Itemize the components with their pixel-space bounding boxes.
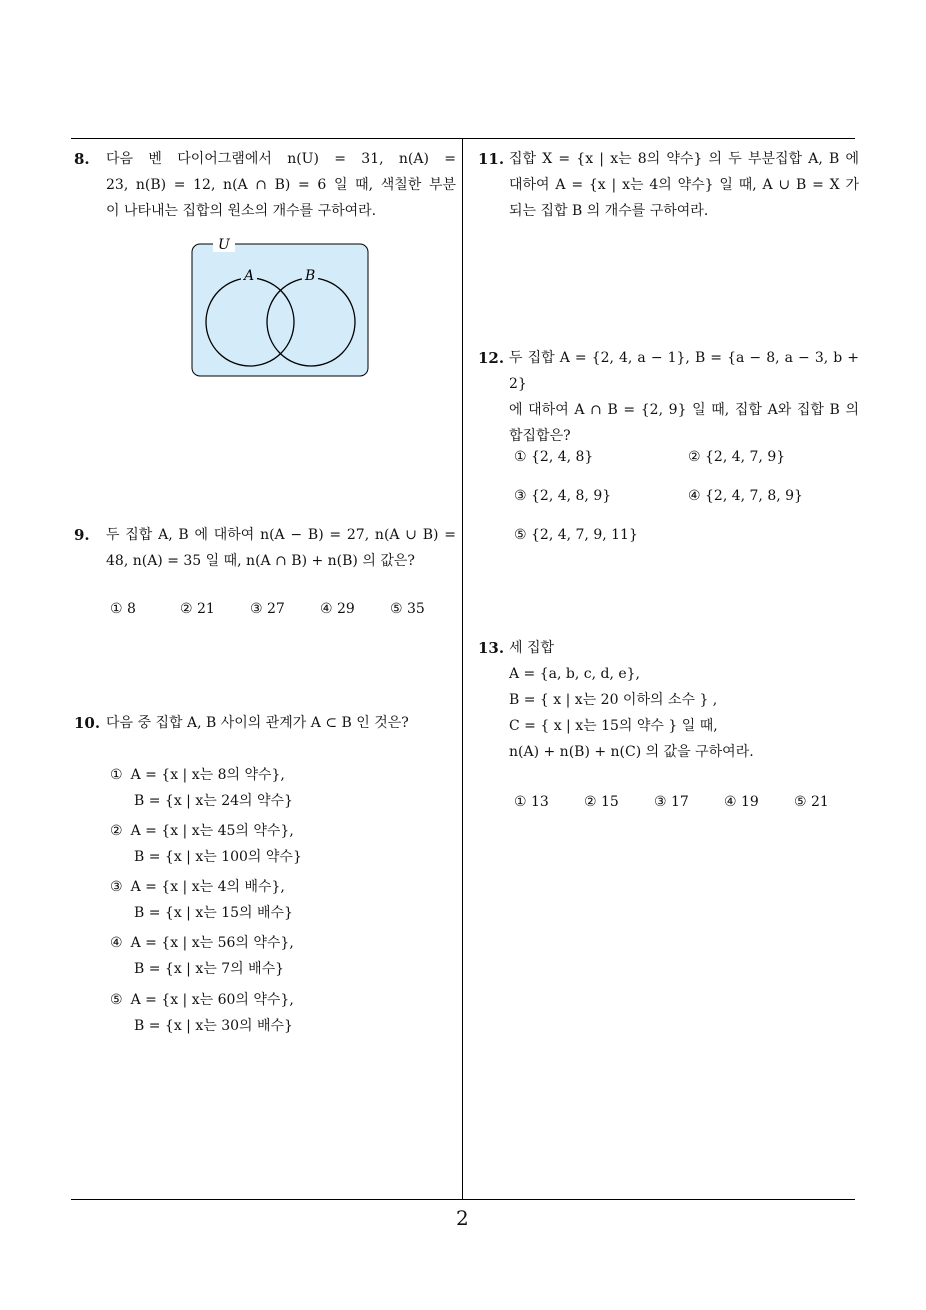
option-4-set-a: A = {x | x는 56의 약수},	[130, 935, 294, 951]
option-3-set-a: A = {x | x는 4의 배수},	[130, 879, 285, 895]
question-13-number: 13.	[478, 639, 505, 657]
question-10-option-2[interactable]	[110, 818, 302, 870]
question-13-option-1[interactable]: ① 13	[514, 794, 549, 810]
option-1-set-b: B = {x | x는 24의 약수}	[134, 793, 293, 809]
question-9-line-1: 두 집합 A, B 에 대하여 n(A − B) = 27, n(A ∪ B) =	[106, 527, 456, 543]
question-10-option-1[interactable]	[110, 762, 293, 814]
page-number: 2	[456, 1206, 469, 1230]
question-12-line-1: 두 집합 A = {2, 4, a − 1}, B = {a − 8, a − 3, b + 2}	[509, 350, 859, 392]
question-12-number: 12.	[478, 349, 505, 367]
question-10-number: 10.	[74, 714, 101, 732]
question-8-line-2: 23, n(B) = 12, n(A ∩ B) = 6 일 때, 색칠한 부분	[106, 177, 456, 193]
set-a-label: A	[244, 268, 255, 284]
question-13-option-2[interactable]: ② 15	[584, 794, 619, 810]
set-b-label: B	[305, 268, 316, 284]
question-11-line-1: 집합 X = {x | x는 8의 약수} 의 두 부분집합 A, B 에	[509, 151, 859, 167]
option-3-mark: ③	[110, 879, 123, 895]
question-8-number: 8.	[74, 150, 90, 168]
universe-label: U	[218, 237, 230, 253]
top-rule	[71, 138, 855, 139]
option-4-set-b: B = {x | x는 7의 배수}	[134, 961, 285, 977]
option-5-mark: ⑤	[110, 992, 123, 1008]
option-3-set-b: B = {x | x는 15의 배수}	[134, 905, 293, 921]
option-2-set-b: B = {x | x는 100의 약수}	[134, 849, 302, 865]
option-1-mark: ①	[110, 767, 123, 783]
question-10-option-4[interactable]	[110, 930, 294, 982]
question-13-option-3[interactable]: ③ 17	[654, 794, 689, 810]
option-1-set-a: A = {x | x는 8의 약수},	[130, 767, 285, 783]
question-13-option-5[interactable]: ⑤ 21	[794, 794, 829, 810]
question-12-option-3[interactable]: ③ {2, 4, 8, 9}	[514, 488, 612, 504]
question-9-option-5[interactable]: ⑤ 35	[390, 601, 425, 617]
question-10-option-3[interactable]	[110, 874, 293, 926]
question-13-line-3: B = { x | x는 20 이하의 소수 } ,	[509, 692, 718, 708]
question-10-text: 다음 중 집합 A, B 사이의 관계가 A ⊂ B 인 것은?	[106, 715, 409, 731]
question-9-option-4[interactable]: ④ 29	[320, 601, 355, 617]
option-2-set-a: A = {x | x는 45의 약수},	[130, 823, 294, 839]
option-5-set-a: A = {x | x는 60의 약수},	[130, 992, 294, 1008]
question-8-line-1: 다음 벤 다이어그램에서 n(U) = 31, n(A) =	[106, 151, 456, 167]
question-12-option-4[interactable]: ④ {2, 4, 7, 8, 9}	[688, 488, 803, 504]
question-9-option-3[interactable]: ③ 27	[250, 601, 285, 617]
question-11-line-3: 되는 집합 B 의 개수를 구하여라.	[509, 203, 709, 219]
question-12-text	[509, 345, 859, 449]
question-9-line-2: 48, n(A) = 35 일 때, n(A ∩ B) + n(B) 의 값은?	[106, 553, 415, 569]
question-11-number: 11.	[478, 150, 505, 168]
question-13-option-4[interactable]: ④ 19	[724, 794, 759, 810]
question-9-option-2[interactable]: ② 21	[180, 601, 215, 617]
venn-diagram	[188, 232, 372, 380]
option-5-set-b: B = {x | x는 30의 배수}	[134, 1018, 293, 1034]
question-8-line-3: 이 나타내는 집합의 원소의 개수를 구하여라.	[106, 203, 377, 219]
question-8-text	[106, 146, 456, 224]
question-11-text	[509, 146, 859, 224]
bottom-rule	[71, 1199, 855, 1200]
question-13-text	[509, 635, 859, 765]
question-9-number: 9.	[74, 526, 90, 544]
option-4-mark: ④	[110, 935, 123, 951]
question-9-option-1[interactable]: ① 8	[110, 601, 136, 617]
column-divider	[462, 138, 463, 1200]
question-12-line-3: 합집합은?	[509, 428, 571, 444]
question-11-line-2: 대하여 A = {x | x는 4의 약수} 일 때, A ∪ B = X 가	[509, 177, 859, 193]
question-13-line-5: n(A) + n(B) + n(C) 의 값을 구하여라.	[509, 744, 754, 760]
universe-box	[192, 244, 368, 376]
question-12-option-5[interactable]: ⑤ {2, 4, 7, 9, 11}	[514, 527, 638, 543]
question-12-option-1[interactable]: ① {2, 4, 8}	[514, 449, 594, 465]
question-12-line-2: 에 대하여 A ∩ B = {2, 9} 일 때, 집합 A와 집합 B 의	[509, 402, 859, 418]
question-13-line-1: 세 집합	[509, 640, 555, 656]
option-2-mark: ②	[110, 823, 123, 839]
question-10-option-5[interactable]	[110, 987, 294, 1039]
question-13-line-4: C = { x | x는 15의 약수 } 일 때,	[509, 718, 718, 734]
question-13-line-2: A = {a, b, c, d, e},	[509, 666, 641, 682]
question-9-text	[106, 522, 456, 574]
question-12-option-2[interactable]: ② {2, 4, 7, 9}	[688, 449, 786, 465]
